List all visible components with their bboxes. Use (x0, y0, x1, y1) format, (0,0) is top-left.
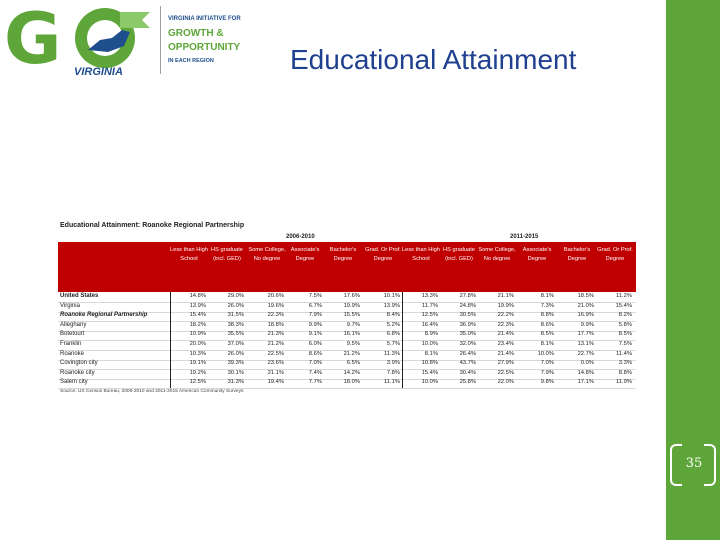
table-cell: 6.0% (308, 341, 322, 347)
table-cell: 8.5% (540, 331, 554, 338)
table-cell: 10.3% (189, 350, 206, 357)
table-cell: 7.4% (308, 369, 322, 376)
table-cell: 35.0% (459, 331, 476, 338)
row-label: Roanoke Regional Partnership (60, 312, 148, 319)
table-cell: 12.5% (421, 312, 438, 319)
table-cell: 30.1% (227, 369, 244, 376)
table-cell: 6.5% (346, 360, 360, 367)
table-cell: 23.4% (497, 341, 514, 347)
table-cell: 21.4% (497, 350, 514, 357)
table-cell: 26.4% (459, 350, 476, 357)
table-cell: 10.9% (189, 331, 206, 338)
table-cell: 20.6% (267, 293, 284, 299)
table-cell: 14.8% (189, 293, 206, 299)
table-cell: 22.5% (497, 369, 514, 376)
table-cell: 18.0% (343, 379, 360, 386)
row-label: Virginia (60, 302, 80, 309)
table-cell: 14.2% (343, 369, 360, 376)
table-cell: 17.6% (343, 293, 360, 299)
row-label: Roanoke city (60, 369, 95, 376)
table-cell: 9.9% (580, 321, 594, 328)
table-cell: 8.9% (424, 331, 438, 338)
row-label: United States (60, 293, 99, 299)
table-cell: 7.9% (308, 312, 322, 319)
table-cell: 22.5% (267, 350, 284, 357)
table-cell: 19.2% (189, 369, 206, 376)
table-cell: 7.0% (308, 360, 322, 367)
virginia-map-o-icon (70, 2, 160, 72)
table-column-header: Bachelor's Degree (563, 247, 591, 262)
table-column-header: Associate's Degree (522, 247, 552, 262)
page-number: 35 (685, 455, 703, 471)
table-cell: 22.0% (497, 379, 514, 386)
table-header (58, 242, 636, 292)
table-cell: 11.3% (383, 350, 400, 357)
table-cell: 9.9% (308, 321, 322, 328)
table-cell: 19.9% (497, 302, 514, 309)
table-cell: 13.1% (577, 341, 594, 347)
table-cell: 10.0% (537, 350, 554, 357)
table-cell: 7.9% (540, 369, 554, 376)
table-cell: 5.2% (386, 321, 400, 328)
table-cell: 31.3% (227, 379, 244, 386)
table-cell: 12.5% (189, 379, 206, 386)
table-column-header: Grad. Or Prof. Degree (365, 247, 401, 262)
table-cell: 5.7% (386, 341, 400, 347)
logo-tagline-2: GROWTH & (168, 28, 224, 39)
table-cell: 17.1% (577, 379, 594, 386)
table-cell: 6.7% (308, 302, 322, 309)
row-label: Salem city (60, 379, 88, 386)
period-2006-2010: 2006-2010 (286, 234, 315, 240)
table-cell: 9.7% (346, 321, 360, 328)
table-column-header: Some College, No degree (478, 247, 516, 262)
table-column-header: Some College, No degree (248, 247, 286, 262)
table-cell: 18.2% (189, 321, 206, 328)
table-cell: 17.7% (577, 331, 594, 338)
logo-tagline-1: VIRGINIA INITIATIVE FOR (168, 16, 241, 22)
table-cell: 8.5% (618, 331, 632, 338)
table-cell: 9.8% (540, 379, 554, 386)
table-cell: 0.0% (580, 360, 594, 367)
table-cell: 38.3% (227, 321, 244, 328)
table-cell: 22.7% (577, 350, 594, 357)
logo-g-letter: G (4, 0, 58, 80)
table-cell: 22.2% (497, 312, 514, 319)
table-cell: 21.2% (267, 341, 284, 347)
table-cell: 15.4% (189, 312, 206, 319)
logo-virginia-text: VIRGINIA (74, 66, 123, 78)
table-cell: 10.1% (383, 293, 400, 299)
table-column-header: Less than High School (170, 247, 208, 262)
table-cell: 9.1% (308, 331, 322, 338)
table-cell: 22.3% (497, 321, 514, 328)
table-cell: 14.8% (577, 369, 594, 376)
table-cell: 19.4% (267, 379, 284, 386)
table-cell: 30.4% (459, 369, 476, 376)
table-cell: 21.3% (267, 331, 284, 338)
table-cell: 7.0% (540, 360, 554, 367)
table-cell: 7.7% (308, 379, 322, 386)
table-cell: 7.3% (540, 302, 554, 309)
table-cell: 7.5% (308, 293, 322, 299)
table-cell: 7.8% (386, 369, 400, 376)
row-label: Roanoke (60, 350, 85, 357)
logo-tagline-3: OPPORTUNITY (168, 42, 241, 53)
table-cell: 13.9% (383, 302, 400, 309)
table-cell: 37.0% (227, 341, 244, 347)
table-column-header: Grad. Or Prof. Degree (597, 247, 633, 262)
row-label: Alleghany (60, 321, 87, 328)
table-cell: 10.0% (421, 379, 438, 386)
table-cell: 21.4% (497, 331, 514, 338)
table-cell: 11.1% (383, 379, 400, 386)
table-cell: 8.1% (424, 350, 438, 357)
table-cell: 8.6% (540, 321, 554, 328)
table-cell: 24.8% (459, 302, 476, 309)
table-cell: 32.0% (459, 341, 476, 347)
table-cell: 13.3% (421, 293, 438, 299)
table-cell: 19.6% (267, 302, 284, 309)
table-cell: 3.9% (386, 360, 400, 367)
table-cell: 10.8% (421, 360, 438, 367)
table-cell: 21.0% (577, 302, 594, 309)
table-divider (170, 292, 171, 388)
table-cell: 7.5% (618, 341, 632, 347)
table-cell: 18.5% (577, 293, 594, 299)
table-divider (402, 292, 403, 388)
table-cell: 8.6% (308, 350, 322, 357)
table-cell: 11.9% (615, 379, 632, 386)
table-cell: 10.0% (421, 341, 438, 347)
logo-tagline-4: IN EACH REGION (168, 58, 214, 64)
row-label: Botetourt (60, 331, 85, 338)
table-cell: 36.9% (459, 321, 476, 328)
table-cell: 31.5% (227, 312, 244, 319)
table-cell: 8.8% (540, 312, 554, 319)
table-cell: 15.4% (615, 302, 632, 309)
table-cell: 21.1% (267, 369, 284, 376)
table-source: Source: US Census Bureau, 2006-2010 and 2011-2015 American Community Surveys (60, 389, 244, 394)
table-cell: 39.3% (227, 360, 244, 367)
table-cell: 11.4% (615, 350, 632, 357)
table-cell: 8.1% (540, 293, 554, 299)
table-cell: 20.0% (189, 341, 206, 347)
row-label: Covington city (60, 360, 98, 367)
table-column-header: HS graduate (incl. GED) (443, 247, 475, 262)
table-cell: 5.8% (618, 321, 632, 328)
table-cell: 15.4% (421, 369, 438, 376)
table-cell: 18.8% (267, 321, 284, 328)
table-cell: 22.3% (267, 312, 284, 319)
table-cell: 8.2% (618, 312, 632, 319)
table-cell: 9.5% (346, 341, 360, 347)
table-cell: 6.8% (386, 331, 400, 338)
table-cell: 43.7% (459, 360, 476, 367)
table-cell: 3.3% (618, 360, 632, 367)
table-cell: 26.0% (227, 350, 244, 357)
table-column-header: HS graduate (incl. GED) (211, 247, 243, 262)
table-column-header: Bachelor's Degree (329, 247, 357, 262)
table-column-header: Associate's Degree (290, 247, 320, 262)
table-cell: 21.2% (343, 350, 360, 357)
table-column-header: Less than High School (402, 247, 440, 262)
table-cell: 27.9% (497, 360, 514, 367)
table-cell: 23.6% (267, 360, 284, 367)
table-title: Educational Attainment: Roanoke Regional Partnership (60, 222, 245, 229)
go-virginia-logo (0, 0, 262, 84)
table-cell: 25.8% (459, 379, 476, 386)
row-label: Franklin (60, 341, 82, 347)
table-cell: 16.4% (421, 321, 438, 328)
table-cell: 16.1% (343, 331, 360, 338)
table-cell: 13.9% (189, 302, 206, 309)
logo-divider (160, 6, 161, 74)
slide-title: Educational Attainment (290, 44, 577, 75)
period-2011-2015: 2011-2015 (510, 234, 539, 240)
educational-attainment-table (58, 220, 636, 398)
table-cell: 29.0% (227, 293, 244, 299)
table-row (58, 378, 636, 389)
table-cell: 27.8% (459, 293, 476, 299)
table-cell: 8.1% (540, 341, 554, 347)
table-cell: 8.4% (386, 312, 400, 319)
table-cell: 35.5% (227, 331, 244, 338)
table-cell: 19.9% (343, 302, 360, 309)
table-cell: 26.0% (227, 302, 244, 309)
table-cell: 8.8% (618, 369, 632, 376)
table-cell: 11.7% (421, 302, 438, 309)
table-cell: 15.5% (343, 312, 360, 319)
table-cell: 16.9% (577, 312, 594, 319)
table-cell: 21.1% (497, 293, 514, 299)
table-cell: 19.1% (189, 360, 206, 367)
table-cell: 11.2% (615, 293, 632, 299)
table-cell: 30.5% (459, 312, 476, 319)
